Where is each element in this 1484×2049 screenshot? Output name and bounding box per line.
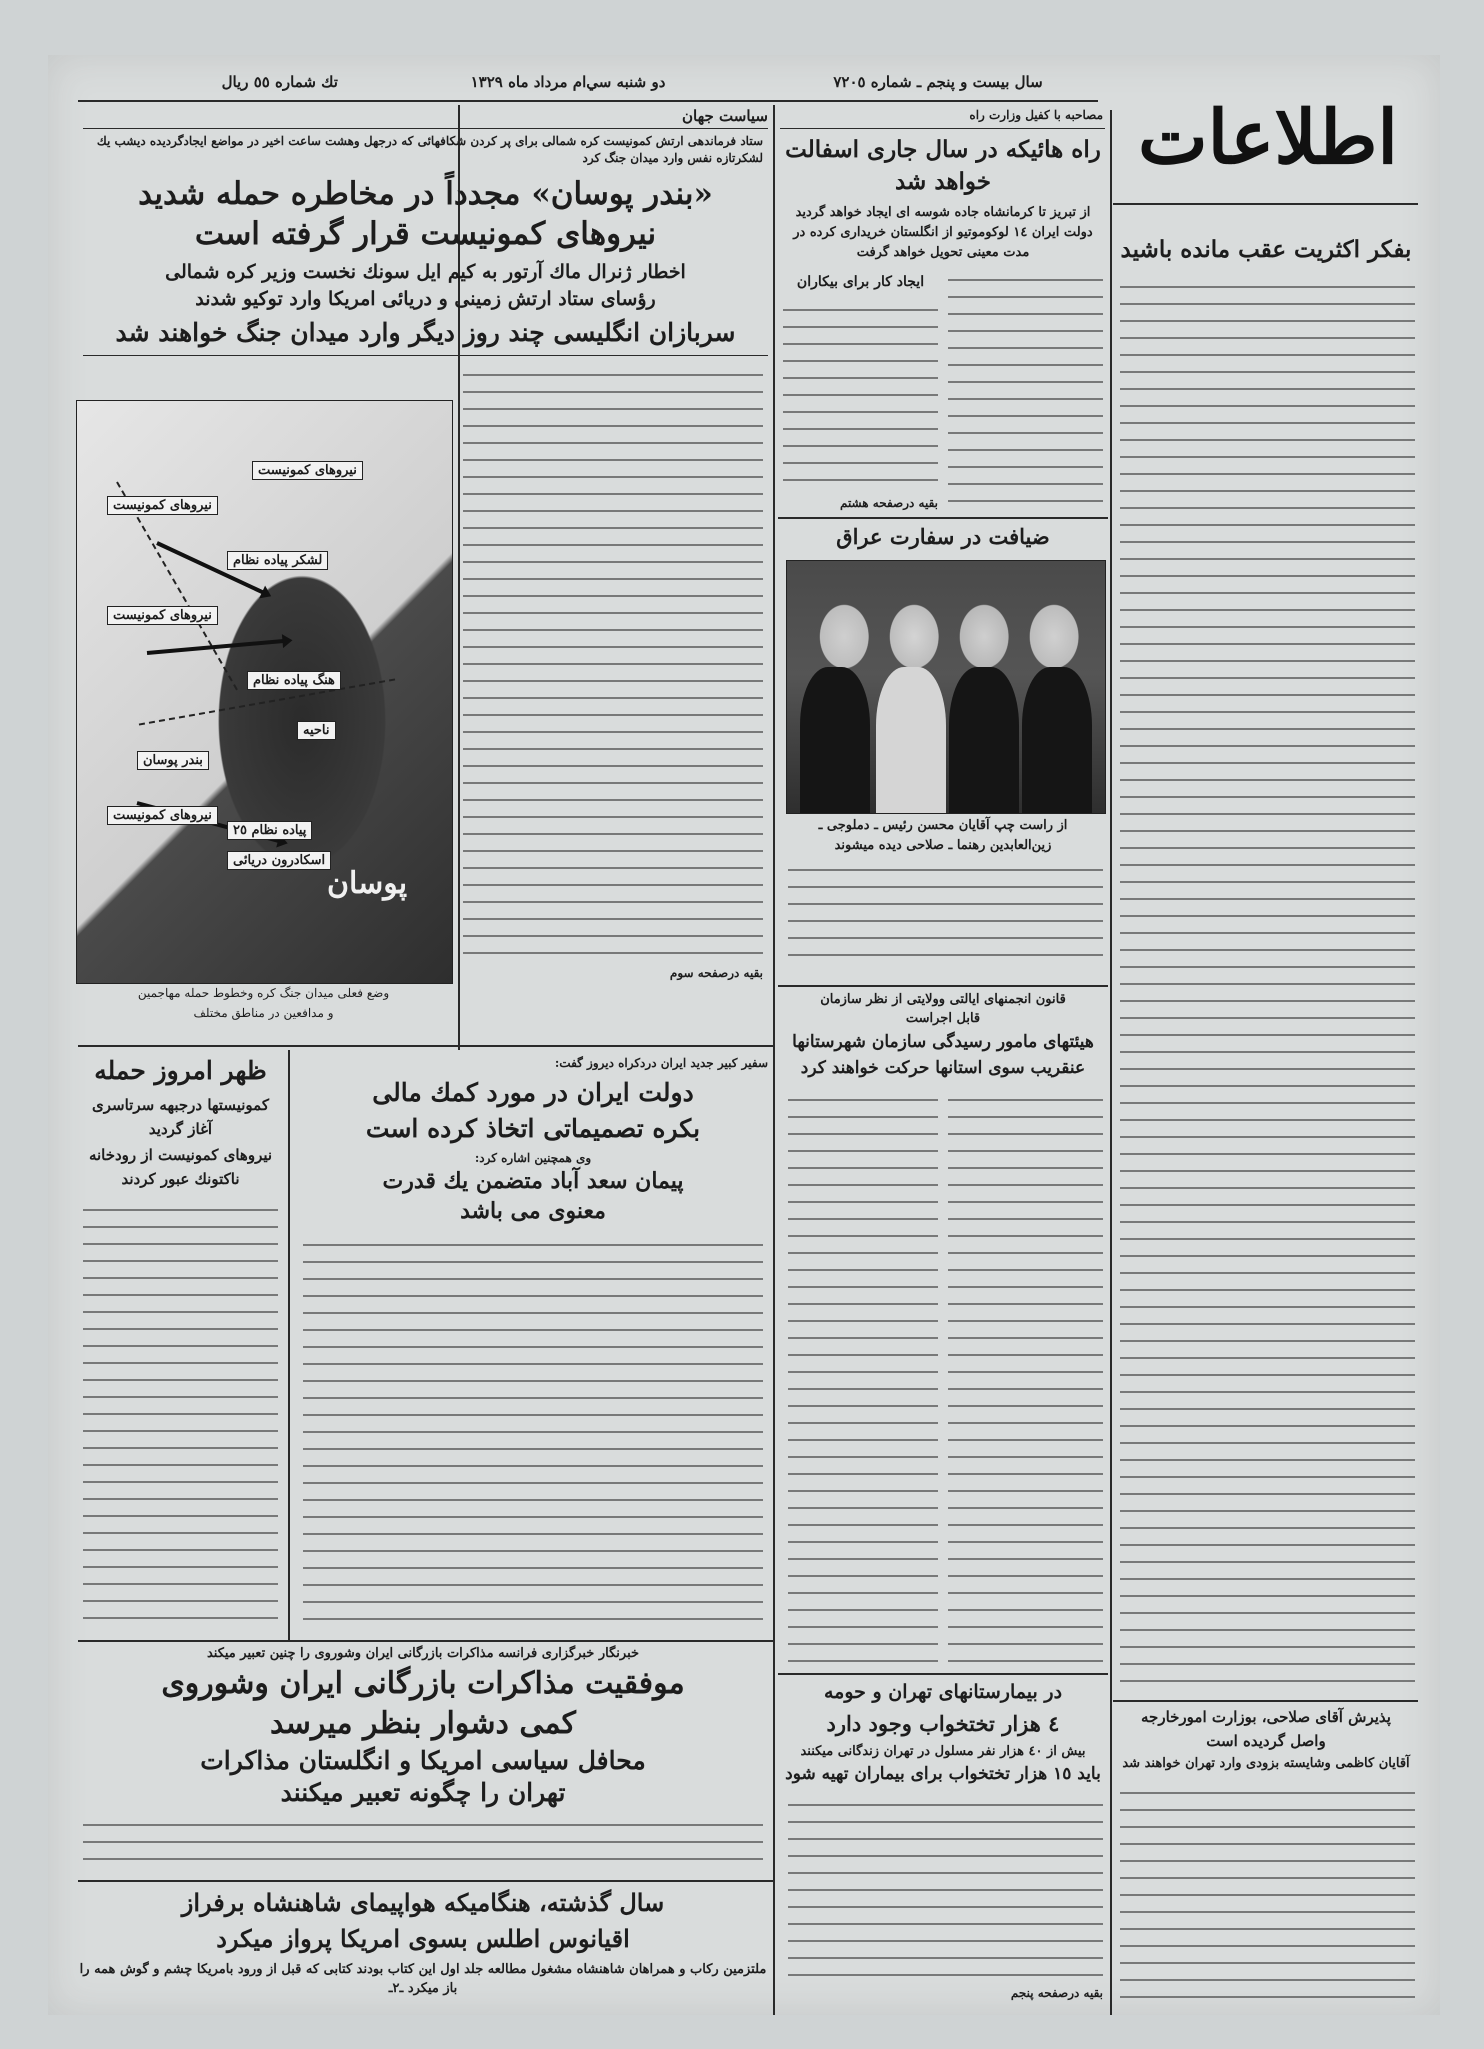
section-rule [1113, 1700, 1418, 1702]
map-label: نيروهاى كمونيست [107, 496, 218, 515]
flight-body: ملتزمين ركاب و همراهان شاهنشاه مشغول مطالعه جلد اول اين كتاب بودند كتابى كه قبل از ورود بامريكا چشم و گوش همه را باز ميكرد ـ٢ـ [79, 1962, 767, 1996]
map-label: بندر پوسان [137, 751, 209, 770]
map-city-busan: پوسان [327, 866, 408, 901]
aid-kicker: سفير كبير جديد ايران دردكراه ديروز گفت: [554, 1056, 768, 1070]
law-headline-1: هيئتهاى مامور رسيدگى سازمان شهرستانها [792, 1032, 1094, 1052]
hospital-headline-1: در بيمارستانهاى تهران و حومه [823, 1681, 1063, 1703]
aid-sub-1: وى همچنين اشاره كرد: [474, 1151, 592, 1165]
trade-headline-4: تهران را چگونه تعبير ميكنند [280, 1778, 566, 1807]
korea-headline-1: «بندر پوسان» مجدداً در مخاطره حمله شديد [138, 176, 713, 212]
korea-headline-3: سربازان انگليسى چند روز ديگر وارد ميدان جنگ خواهند شد [115, 318, 736, 347]
salahi-body-text [1120, 1783, 1415, 1998]
attack-headline-1: ظهر امروز حمله [94, 1056, 267, 1085]
aid-body-text [303, 1235, 763, 1635]
map-label: هنگ پياده نظام [247, 671, 341, 690]
trade-kicker: خبرنگار خبرگزارى فرانسه مذاكرات بازرگانى ايران وشوروى را چنين تعبير ميكند [206, 1646, 640, 1661]
korea-kicker: ستاد فرماندهى ارتش كمونيست كره شمالى براى پر كردن شكافهائى كه درجهل وهشت ساعت اخير در مواضع ايجادگرديده ديشب يك لشكرتازه نفس وارد ميدان جنگ كرد [96, 134, 763, 166]
trade-headline-3: محافل سياسى امريكا و انگلستان مذاكرات [200, 1746, 646, 1775]
section-rule [778, 517, 1108, 519]
section-rule [778, 985, 1108, 987]
road-headline-1: راه هائيكه در سال جارى اسفالت [785, 136, 1101, 163]
salahi-headline-1: پذيرش آقاى صلاحى، بوزارت امورخارجه [1141, 1708, 1391, 1726]
aid-headline-1: دولت ايران در مورد كمك مالى [372, 1078, 694, 1107]
aid-sub-3: معنوى مى باشد [460, 1198, 606, 1224]
korea-sub-2: رؤساى ستاد ارتش زمينى و دريائى امريكا وارد توكيو شدند [195, 288, 656, 310]
trade-body-text [83, 1815, 763, 1875]
masthead-title: اطلاعات [1138, 95, 1398, 181]
editorial-body-text [1120, 277, 1415, 1692]
map-caption-1: وضع فعلى ميدان جنگ كره وخطوط حمله مهاجمين [137, 986, 390, 1000]
salahi-headline-3: آقايان كاظمى وشايسته بزودى وارد تهران خواهند شد [1122, 1756, 1410, 1771]
section-rule [78, 1880, 773, 1882]
column-rule [773, 105, 775, 2015]
road-headline-2: خواهد شد [894, 168, 992, 195]
column-rule [1110, 110, 1112, 2015]
map-label: نيروهاى كمونيست [107, 806, 218, 825]
korea-continued: بقيه درصفحه سوم [669, 966, 763, 980]
hospital-body-text [788, 1795, 1103, 1980]
law-headline-2: عنقريب سوى استانها حركت خواهند كرد [800, 1058, 1086, 1078]
attack-headline-4: نيروهاى كمونيست از رودخانه [88, 1146, 273, 1164]
law-body-left [788, 1090, 938, 1665]
road-col-heading: ايجاد كار براى بيكاران [796, 274, 925, 290]
attack-body-text [83, 1200, 278, 1630]
attack-headline-2: كمونيستها درجبهه سرتاسرى [92, 1096, 269, 1114]
korea-battle-map [76, 400, 453, 984]
embassy-caption-2: زين‌العابدين رهنما ـ صلاحى ديده ميشوند [834, 838, 1052, 853]
section-rule [78, 1640, 773, 1642]
embassy-photo [786, 560, 1106, 814]
road-kicker: مصاحبه با كفيل وزارت راه [969, 108, 1103, 122]
header-rule [78, 100, 1098, 102]
road-body-text-right [948, 270, 1103, 510]
embassy-body-text [788, 860, 1103, 970]
salahi-headline-2: واصل گرديده است [1206, 1732, 1326, 1750]
issue-label: سال بيست و پنجم ـ شماره ٧٢٠٥ [833, 73, 1043, 91]
attack-headline-3: آغاز گرديد [148, 1120, 213, 1138]
section-rule [78, 1045, 773, 1047]
attack-headline-5: ناكتونك عبور كردند [121, 1170, 240, 1188]
section-rule [778, 1673, 1108, 1675]
map-label: نيروهاى كمونيست [252, 461, 363, 480]
newspaper-page [48, 55, 1440, 2015]
aid-sub-2: پيمان سعد آباد متضمن يك قدرت [382, 1168, 684, 1194]
hospital-headline-2: ٤ هزار تختخواب وجود دارد [826, 1711, 1060, 1736]
embassy-caption-1: از راست چپ آقايان محسن رئيس ـ دملوجى ـ [818, 818, 1068, 833]
section-title: سياست جهان [682, 107, 768, 125]
road-continued: بقيه درصفحه هشتم [839, 496, 938, 510]
korea-body-text [463, 365, 763, 955]
map-caption-2: و مدافعين در مناطق مختلف [193, 1006, 334, 1020]
hospital-sub-2: بايد ١٥ هزار تختخواب براى بيماران تهيه شود [785, 1764, 1101, 1784]
road-sub: از تبريز تا كرمانشاه جاده شوسه اى ايجاد خواهد گرديد دولت ايران ١٤ لوكوموتيو از انگلستان خريدارى كرده در مدت معينى تحويل خواهد گرفت [793, 205, 1093, 261]
korea-headline-2: نيروهاى كمونيست قرار گرفته است [194, 216, 657, 252]
trade-headline-1: موفقيت مذاكرات بازرگانى ايران وشوروى [161, 1666, 685, 1701]
aid-headline-2: بكره تصميماتى اتخاذ كرده است [365, 1114, 701, 1143]
map-label: ناحيه [297, 721, 336, 740]
masthead-rule [1113, 203, 1418, 205]
map-label: نيروهاى كمونيست [107, 606, 218, 625]
hospital-continued: بقيه درصفحه پنجم [1010, 1986, 1103, 2000]
law-body-right [948, 1090, 1103, 1665]
law-kicker: قانون انجمنهاى ايالتى وولايتى از نظر سازمان [820, 992, 1066, 1007]
map-label: اسكادرون دريائى [227, 851, 331, 870]
column-rule [288, 1050, 290, 1640]
section-rule [83, 128, 768, 129]
korea-sub-1: اخطار ژنرال ماك آرتور به كيم ايل سونك نخست وزير كره شمالى [165, 261, 686, 283]
trade-headline-2: كمى دشوار بنظر ميرسد [270, 1706, 576, 1741]
flight-headline-2: اقيانوس اطلس بسوى امريكا پرواز ميكرد [216, 1924, 630, 1953]
embassy-heading: ضيافت در سفارت عراق [836, 524, 1050, 549]
kicker-rule [780, 128, 1105, 129]
price-label: تك شماره ٥٥ ريال [221, 73, 338, 91]
map-label: پياده نظام ٢٥ [227, 821, 312, 840]
map-label: لشكر پياده نظام [227, 551, 328, 570]
law-kicker-2: قابل اجراست [905, 1011, 981, 1026]
flight-headline-1: سال گذشته، هنگاميكه هواپيماى شاهنشاه برفراز [181, 1888, 665, 1917]
road-body-text-left [783, 300, 938, 490]
hospital-sub-1: بيش از ٤٠ هزار نفر مسلول در تهران زندگانى ميكنند [800, 1744, 1086, 1759]
headline-rule [83, 355, 768, 356]
date-label: دو شنبه سي‌ام مرداد ماه ١٣٢٩ [470, 73, 666, 91]
editorial-headline: بفكر اكثريت عقب مانده باشيد [1120, 236, 1412, 263]
